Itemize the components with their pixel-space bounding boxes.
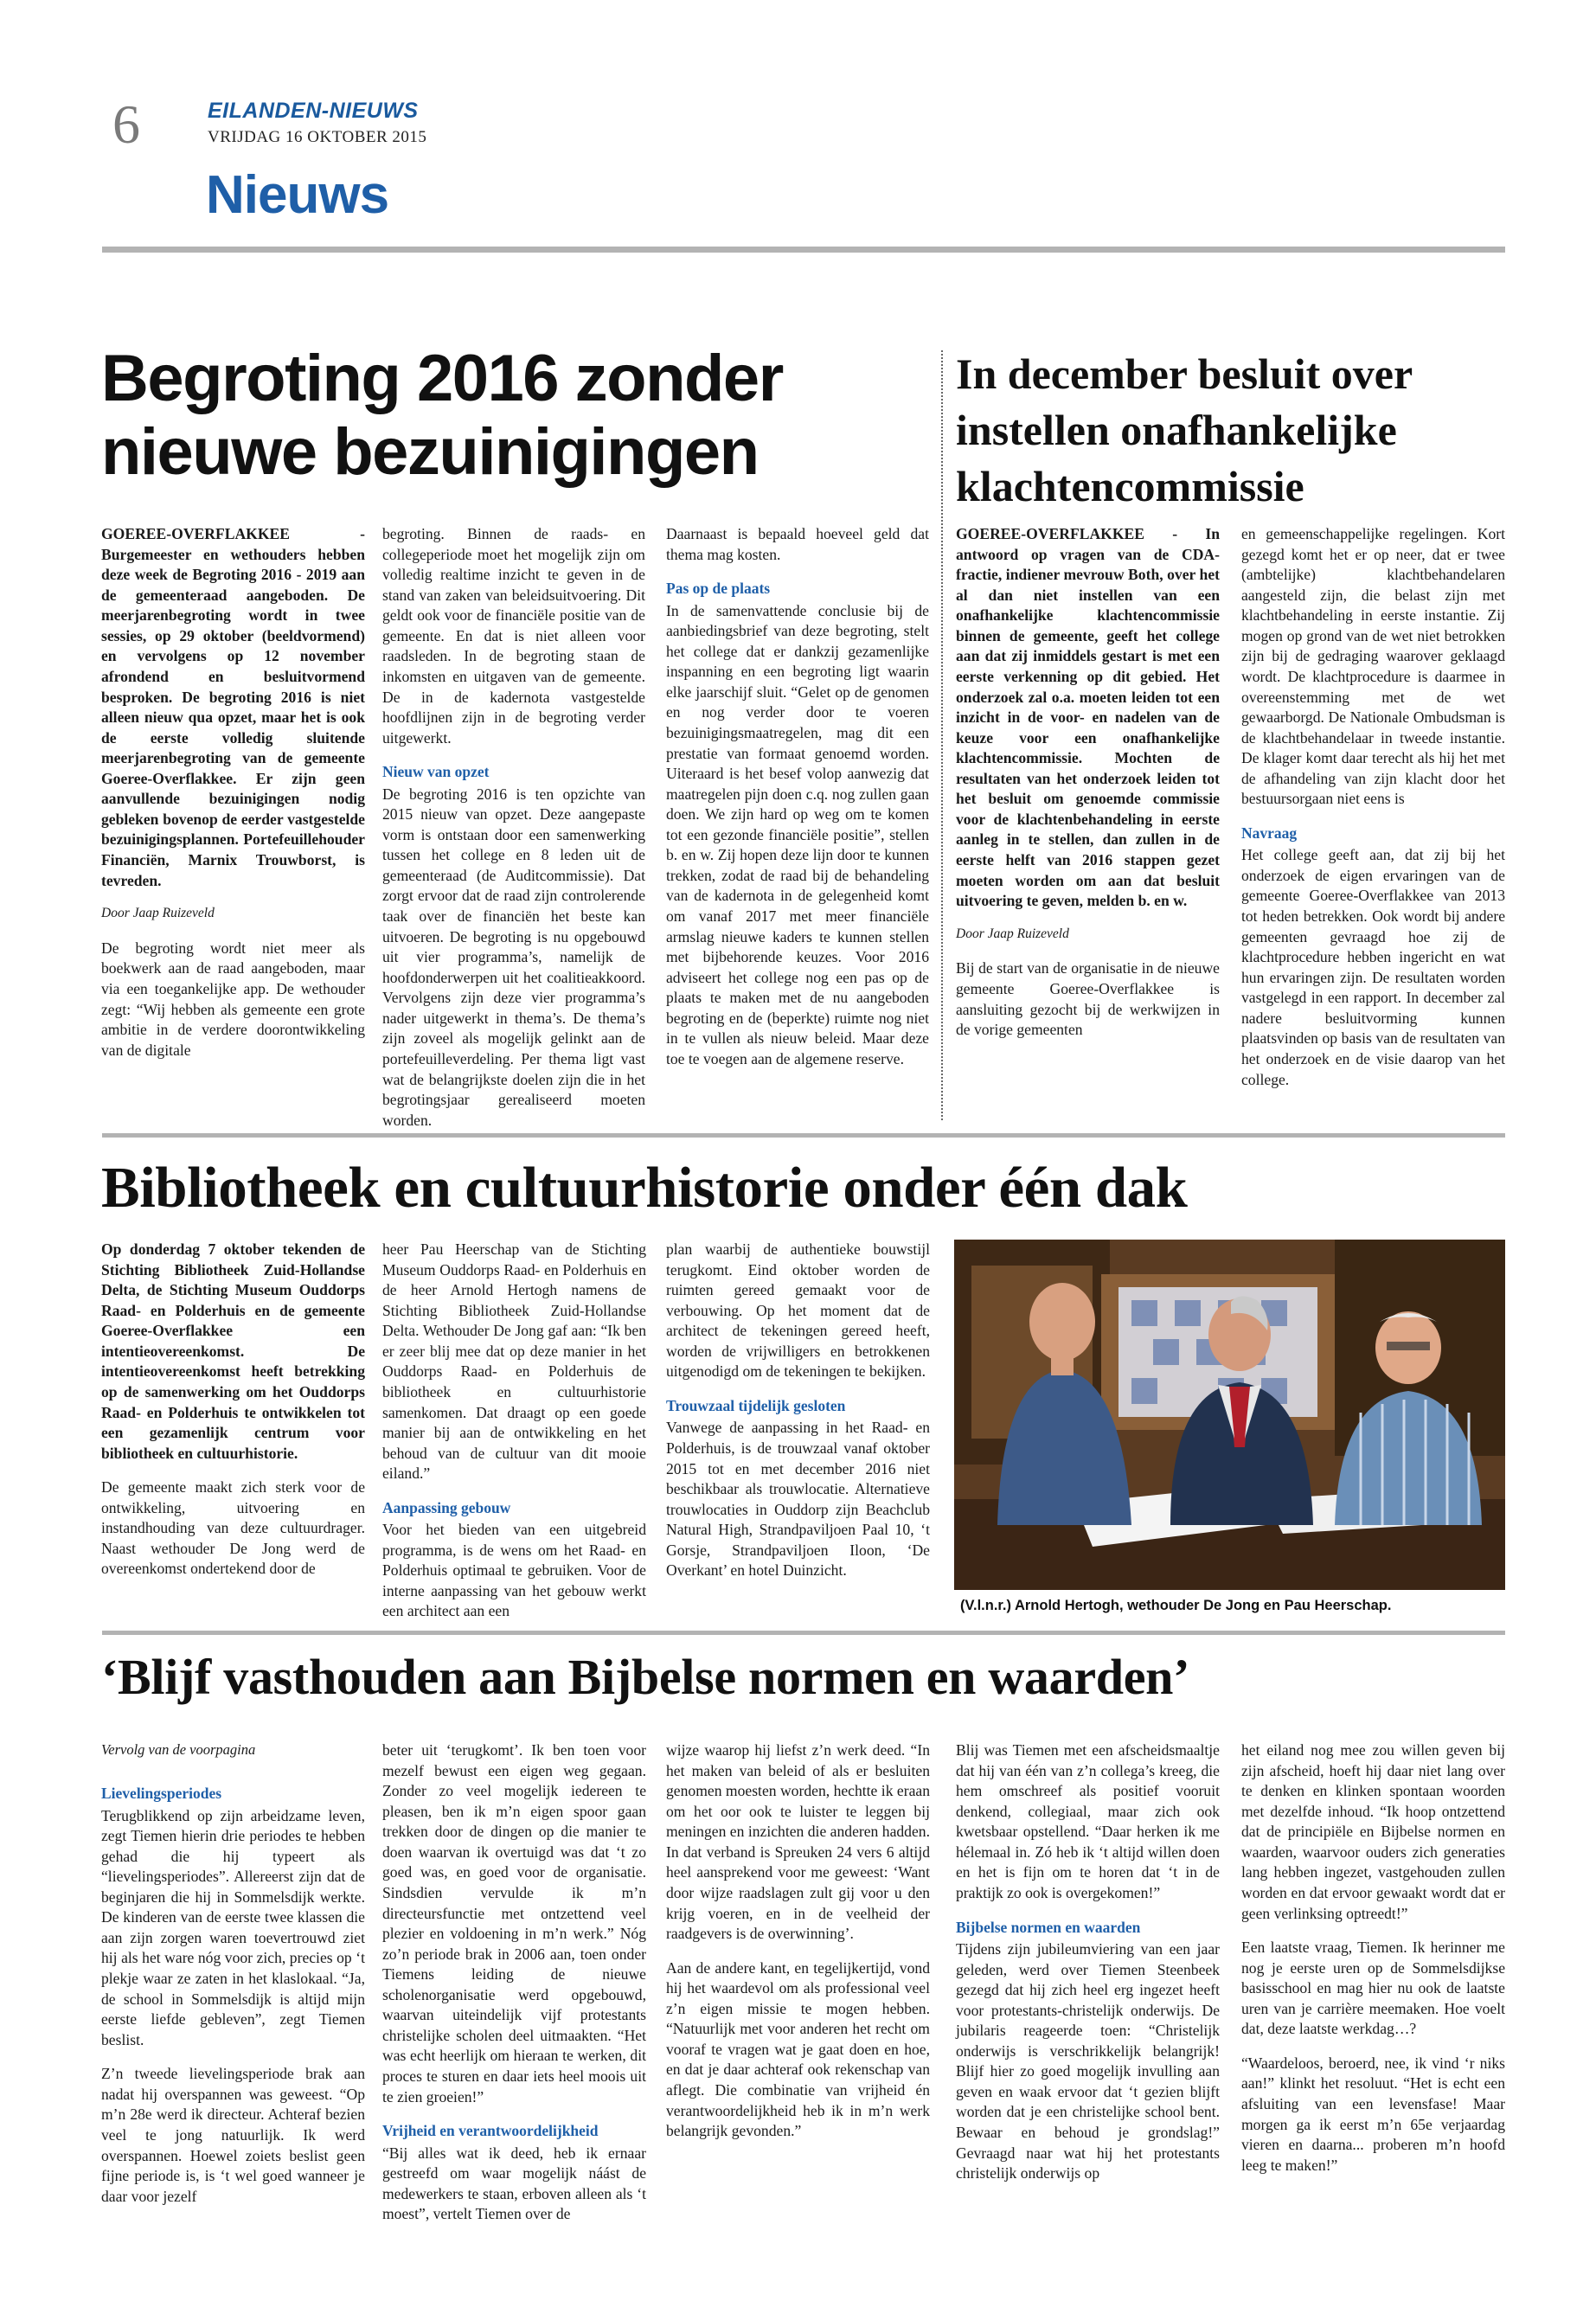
- article4-paragraph: het eiland nog mee zou willen geven bij zijn afscheid, hoeft hij daar niet lang over te denken en klinken spontaan woorden met dezelfde inhoud. “Ik hoop ontzettend dat de principiële en Bijbelse normen en waarden, waarvoor ouders zich generaties lang hebben ingezet, vastgehouden zullen worden en dat ervoor gewaakt wordt dat er geen verlinksing optreedt!”: [1241, 1741, 1505, 1922]
- article2-headline-line1: In december besluit over: [956, 349, 1413, 398]
- article1-paragraph: De begroting 2016 is ten opzichte van 2015 nieuw van opzet. Deze aangepaste vorm is ontstaan door een samenwerking tussen het college en 8 leden uit de gemeenteraad (de Auditcommissie). Dat zorgt ervoor dat de raad zijn controlerende taak over de financiën het beste kan uitvoeren. De begroting is nu opgebouwd uit vier programma’s, namelijk de hoofdonderwerpen uit het coalitieakkoord. Vervolgens zijn deze vier programma’s nader uitgewerkt in thema’s. De thema’s zijn zoveel als mogelijk gelinkt aan de portefeuilleverdeling. Per thema ligt vast wat de belangrijkste doelen zijn die in het begrotingsjaar gerealiseerd moeten worden.: [382, 785, 645, 1129]
- column-separator: [941, 350, 943, 1120]
- article3-paragraph: Voor het bieden van een uitgebreid programma, is de wens om het Raad- en Polderhuis optimaal te gebruiken. Voor de interne aanpassing van het gebouw werkt een architect aan een: [382, 1521, 646, 1620]
- article1-headline-line1: Begroting 2016 zonder: [101, 342, 783, 415]
- article1-column-1: [101, 524, 365, 1074]
- article3-column-1: [101, 1240, 365, 1593]
- article4-column-4: [956, 1740, 1220, 2198]
- article-divider: [102, 1133, 1505, 1138]
- article2-subheading: Navraag: [1241, 824, 1298, 842]
- article4-column-3: [666, 1740, 930, 2156]
- article1-lead: GOEREE-OVERFLAKKEE - Burgemeester en wethouders hebben deze week de Begroting 2016 - 2019 aan de gemeenteraad aangeboden. De meerjarenbegroting wordt in twee sessies, op 29 oktober (beeldvormend) en vervolgens op 12 november afrondend en besluitvormend besproken. De begroting 2016 is niet alleen nieuw qua opzet, maar het is ook de eerste volledig sluitende meerjarenbegroting van de gemeente Goeree-Overflakkee. Er zijn geen aanvullende bezuinigingen nodig gebleken bovenop de eerder vastgestelde bezuinigingsplannen. Portefeuillehouder Financiën, Marnix Trouwborst, is tevreden.: [101, 525, 365, 889]
- page-number: 6: [112, 93, 140, 155]
- article4-paragraph: Tijdens zijn jubileumviering van een jaar geleden, werd over Tiemen Steenbeek gezegd dat hij zich heel erg ingezet heeft voor protestants-christelijk onderwijs. De jubilaris reageerde toen: “Christelijk onderwijs is verschrikkelijk belangrijk! Blijf hier zo goed mogelijk invulling aan geven en waak ervoor dat ‘t gezien blijft worden dat je een christelijke school bent. Bewaar en behoud je grondslag!” Gevraagd naar wat hij het protestants christelijk onderwijs op: [956, 1939, 1220, 2182]
- article1-column-2: [382, 524, 645, 1144]
- article4-column-5: [1241, 1740, 1505, 2189]
- article1-byline: Door Jaap Ruizeveld: [101, 906, 215, 921]
- article3-column-3: [666, 1240, 930, 1595]
- article3-column-2: [382, 1240, 646, 1636]
- article2-paragraph: en gemeenschappelijke regelingen. Kort gezegd komt het er op neer, dat er twee (ambtelijke) klachtbehandelaren aangesteld zijn, die belast zijn met klachtbehandeling in eerste instantie. Zij mogen op grond van de wet niet betrokken zijn bij de gedraging waarover geklaagd wordt. De klachtprocedure is daarmee in overeenstemming met de wet gewaarborgd. De Nationale Ombudsman is de klachtbehandelaar in tweede instantie. De klager komt daar terecht als hij het met de afhandeling van zijn klacht door het bestuursorgaan niet eens is: [1241, 525, 1505, 808]
- article3-paragraph: heer Pau Heerschap van de Stichting Museum Ouddorps Raad- en Polderhuis en de heer Arnold Hertogh namens de Stichting Bibliotheek Zuid-Hollandse Delta. Wethouder De Jong gaf aan: “Ik ben er zeer blij mee dat op deze manier in het Ouddorps Raad- en Polderhuis de bibliotheek en cultuurhistorie samenkomen. Dat draagt op een goede manier bij aan de ontwikkeling en het behoud van de cultuur van dit mooie eiland.”: [382, 1240, 646, 1483]
- article4-paragraph: Z’n tweede lievelingsperiode brak aan nadat hij overspannen was geweest. “Op m’n 28e werd ik directeur. Achteraf bezien veel te jong natuurlijk. Ik werd overspannen. Hoewel zoiets beslist geen fijne periode is, is ‘t wel goed wanneer je daar voor jezelf: [101, 2065, 365, 2205]
- signing-photo: [954, 1240, 1505, 1590]
- article2-lead: GOEREE-OVERFLAKKEE - In antwoord op vragen van de CDA-fractie, indiener mevrouw Both, over het al dan niet instellen van een onafhankelijke klachtencommissie binnen de gemeente, geeft het college aan dat zij inmiddels gestart is met een eerste verkenning op dit gebied. Het onderzoek zal o.a. moeten leiden tot een inzicht in de voor- en nadelen van de keuze voor een onafhankelijke klachtencommissie. Mochten de resultaten van het onderzoek leiden tot het besluit om genoemde commissie voor de klachtenbehandeling in eerste aanleg in te stellen, dan zullen in de eerste helft van 2016 stappen gezet moeten worden om aan dat besluit uitvoering te geven, melden b. en w.: [956, 525, 1220, 910]
- article4-paragraph: beter uit ‘terugkomt’. Ik ben toen voor mezelf bewust een eigen weg gegaan. Zonder zo veel mogelijk iedereen te pleasen, ben ik m’n eigen spoor gaan trekken door de dingen op die manier te doen waarvan ik overtuigd was dat ‘t zo goed was, en goed voor de organisatie. Sindsdien vervulde ik m’n directeursfunctie met ontzettend veel plezier en voldoening in m’n werk.” Nóg zo’n periode brak in 2006 aan, toen onder Tiemens leiding de nieuwe scholenorganisatie werd opgebouwd, waarvan uiteindelijk vijf protestants christelijke scholen deel uitmaakten. “Het was echt heerlijk om hieraan te werken, dit proces te sturen en daar iets heel moois uit te zien groeien!”: [382, 1741, 646, 2106]
- issue-date: VRIJDAG 16 OKTOBER 2015: [208, 128, 427, 146]
- article3-paragraph: plan waarbij de authentieke bouwstijl terugkomt. Eind oktober worden de ruimten gereed gemaakt voor de verbouwing. Op het moment dat de architect de tekeningen gereed heeft, worden de vrijwilligers en betrokkenen uitgenodigd om de tekeningen te bekijken.: [666, 1240, 930, 1381]
- article1-subheading: Nieuw van opzet: [382, 763, 490, 781]
- section-title: Nieuws: [206, 165, 389, 225]
- article3-paragraph: De gemeente maakt zich sterk voor de ontwikkeling, uitvoering en instandhouding van deze cultuurdrager. Naast wethouder De Jong werd de overeenkomst ondertekend door de: [101, 1478, 365, 1578]
- article2-headline-line2: instellen onafhankelijke: [956, 406, 1397, 454]
- article4-paragraph: “Bij alles wat ik deed, heb ik ernaar gestreefd om waar mogelijk náást de medewerkers te staan, erboven alleen als ‘t moest”, vertelt Tiemen over de: [382, 2144, 646, 2223]
- article1-headline-line2: nieuwe bezuinigingen: [101, 415, 759, 490]
- article-divider: [102, 1631, 1505, 1635]
- article3-subheading: Aanpassing gebouw: [382, 1498, 511, 1516]
- article1-paragraph: Daarnaast is bepaald hoeveel geld dat thema mag kosten.: [666, 525, 929, 563]
- article4-paragraph: Een laatste vraag, Tiemen. Ik herinner me nog je eerste uren op de Sommelsdijkse basisschool en mag hier nu ook de laatste uren van je carrière meemaken. Hoe voelt dat, deze laatste werkdag…?: [1241, 1939, 1505, 2038]
- article1-subheading: Pas op de plaats: [666, 580, 771, 598]
- article1-paragraph: begroting. Binnen de raads- en collegeperiode moet het mogelijk zijn om volledig realtime inzicht te geven in de stand van zaken van beleidsuitvoering. Dit geldt ook voor de financiële positie van de gemeente. En dat is niet alleen voor raadsleden. In de begroting staan de inkomsten en uitgaven van de gemeente. De in de kadernota vastgestelde hoofdlijnen zijn in de begroting verder uitgewerkt.: [382, 525, 645, 747]
- article4-paragraph: wijze waarop hij liefst z’n werk deed. “In het maken van beleid of als er besluiten genomen moesten worden, hechtte ik eraan om het oor ook te luister te leggen bij meningen en inzichten die anderen hadden. In dat verband is Spreuken 24 vers 6 altijd heel aansprekend voor me geweest: ‘Want door wijze raadslagen zult gij voor u den krijg voeren, en in de veelheid der raadgevers is de overwinning’.: [666, 1741, 930, 1943]
- publication-logo: EILANDEN-NIEUWS: [208, 99, 419, 123]
- article3-paragraph: Vanwege de aanpassing in het Raad- en Polderhuis, is de trouwzaal vanaf oktober 2015 tot en met december 2016 niet beschikbaar als trouwlocatie. Alternatieve trouwlocaties in Ouddorp zijn Beachclub Natural High, Strandpaviljoen Paal 10, ‘t Gorsje, Strandpaviljoen Iloon, ‘De Overkant’ en hotel Duinzicht.: [666, 1419, 930, 1580]
- article3-lead: Op donderdag 7 oktober tekenden de Stichting Bibliotheek Zuid-Hollandse Delta, de Stichting Museum Ouddorps Raad- en Polderhuis en de gemeente Goeree-Overflakkee een intentieovereenkomst. De intentieovereenkomst heeft betrekking op de samenwerking om het Ouddorps Raad- en Polderhuis te ontwikkelen tot een gezamenlijk centrum voor bibliotheek en cultuurhistorie.: [101, 1240, 365, 1462]
- header-rule: [102, 247, 1505, 253]
- article1-paragraph: In de samenvattende conclusie bij de aanbiedingsbrief van deze begroting, stelt het college dat er dankzij gezamenlijke inspanning en een begroting ligt waarin elke jaarschijf sluit. “Gelet op de genomen en nog verder door te voeren bezuinigingsmaatregelen, mag dit een prestatie van formaat genoemd worden. Uiteraard is het besef volop aanwezig dat maatregelen pijn doen c.q. nog zullen gaan doen. We zijn hard op weg om te komen tot een gezonde financiële positie”, stellen b. en w. Zij hopen deze lijn door te kunnen trekken, zodat de raad bij de behandeling van de kadernota in de gelegenheid komt om vanaf 2017 met meer financiële armslag nieuwe kaders te kunnen stellen met bijbehorende keuzes. Voor 2016 adviseert het college nog een pas op de plaats te maken met de nu aangeboden begroting en de (beperkte) ruimte nog niet in te vullen als nieuw beleid. Maar deze toe te voegen aan de algemene reserve.: [666, 601, 929, 1067]
- article2-paragraph: Bij de start van de organisatie in de nieuwe gemeente Goeree-Overflakkee is aansluiting gezocht bij de werkwijzen in de vorige gemeenten: [956, 959, 1220, 1039]
- article2-paragraph: Het college geeft aan, dat zij bij het onderzoek de eigen ervaringen van de gemeente Goeree-Overflakkee van 2013 tot heden betrekken. Ook wordt bij andere gemeenten gevraagd hoe zij de klachtprocedure hebben ingericht en wat hun ervaringen zijn. De resultaten worden vastgelegd in een rapport. In december zal nadere besluitvorming kunnen plaatsvinden op basis van de resultaten van het onderzoek en de visie daarop van het college.: [1241, 846, 1505, 1088]
- article4-column-1: [101, 1740, 365, 2221]
- article4-continuation: Vervolg van de voorpagina: [101, 1741, 256, 1758]
- article4-column-2: [382, 1740, 646, 2239]
- article4-paragraph: Aan de andere kant, en tegelijkertijd, vond hij het waardevol om als professional veel z’n eigen missie te mogen hebben. “Natuurlijk met voor anderen het recht om vooraf te vragen wat je gaat doen en hoe, en dat je daar achteraf ook rekenschap van aflegt. Die combinatie van vrijheid én verantwoordelijkheid heb ik in m’n werk belangrijk gevonden.”: [666, 1958, 930, 2140]
- article1-column-3: [666, 524, 929, 1084]
- signing-photo-image: [954, 1240, 1505, 1590]
- article2-column-1: [956, 524, 1220, 1054]
- article4-paragraph: Terugblikkend op zijn arbeidzame leven, zegt Tiemen hierin drie periodes te hebben gehad die hij typeert als “lievelingsperiodes”. Allereerst zijn dat de beginjaren die hij in Sommelsdijk werkte. De kinderen van de eerste twee klassen die aan zijn zorgen waren toevertrouwd ziet hij als het ware nóg voor zich, precies op ‘t plekje waar ze zaten in het klaslokaal. “Ja, de school in Sommelsdijk is altijd mijn eerste liefde gebleven”, zegt Tiemen beslist.: [101, 1806, 365, 2048]
- article4-subheading: Lievelingsperiodes: [101, 1785, 222, 1803]
- photo-caption: (V.l.n.r.) Arnold Hertogh, wethouder De Jong en Pau Heerschap.: [960, 1598, 1392, 1613]
- article4-headline: ‘Blijf vasthouden aan Bijbelse normen en waarden’: [101, 1649, 1190, 1705]
- article1-headline: [101, 342, 845, 489]
- article2-headline: [956, 346, 1518, 515]
- article2-column-2: [1241, 524, 1505, 1104]
- article3-subheading: Trouwzaal tijdelijk gesloten: [666, 1396, 846, 1414]
- article2-byline: Door Jaap Ruizeveld: [956, 926, 1069, 941]
- article4-subheading: Vrijheid en verantwoordelijkheid: [382, 2122, 599, 2140]
- article2-headline-line3: klachtencommissie: [956, 462, 1304, 510]
- article4-paragraph: “Waardeloos, beroerd, nee, ik vind ‘r niks aan!” klinkt het resoluut. “Het is echt een afsluiting van een levensfase! Maar morgen ga ik eerst m’n 65e verjaardag vieren en daarna... proberen m’n hoofd leeg te maken!”: [1241, 2054, 1505, 2174]
- article4-subheading: Bijbelse normen en waarden: [956, 1918, 1141, 1936]
- article3-headline: Bibliotheek en cultuurhistorie onder één dak: [101, 1156, 1188, 1220]
- article4-paragraph: Blij was Tiemen met een afscheidsmaaltje dat hij van één van z’n collega’s kreeg, die hem omschreef als positief vooruit denkend, collegiaal, maar zich ook kwetsbaar opstellend. “Daar herken ik me hélemaal in. Zó heb ik ‘t altijd willen doen en het is fijn om te horen dat ‘t in de praktijk zo ook is overgekomen!”: [956, 1741, 1220, 1901]
- article1-paragraph: De begroting wordt niet meer als boekwerk aan de raad aangeboden, maar via een toegankelijke app. De wethouder zegt: “Wij hebben als gemeente een grote ambitie in de verdere doorontwikkeling van de digitale: [101, 939, 365, 1059]
